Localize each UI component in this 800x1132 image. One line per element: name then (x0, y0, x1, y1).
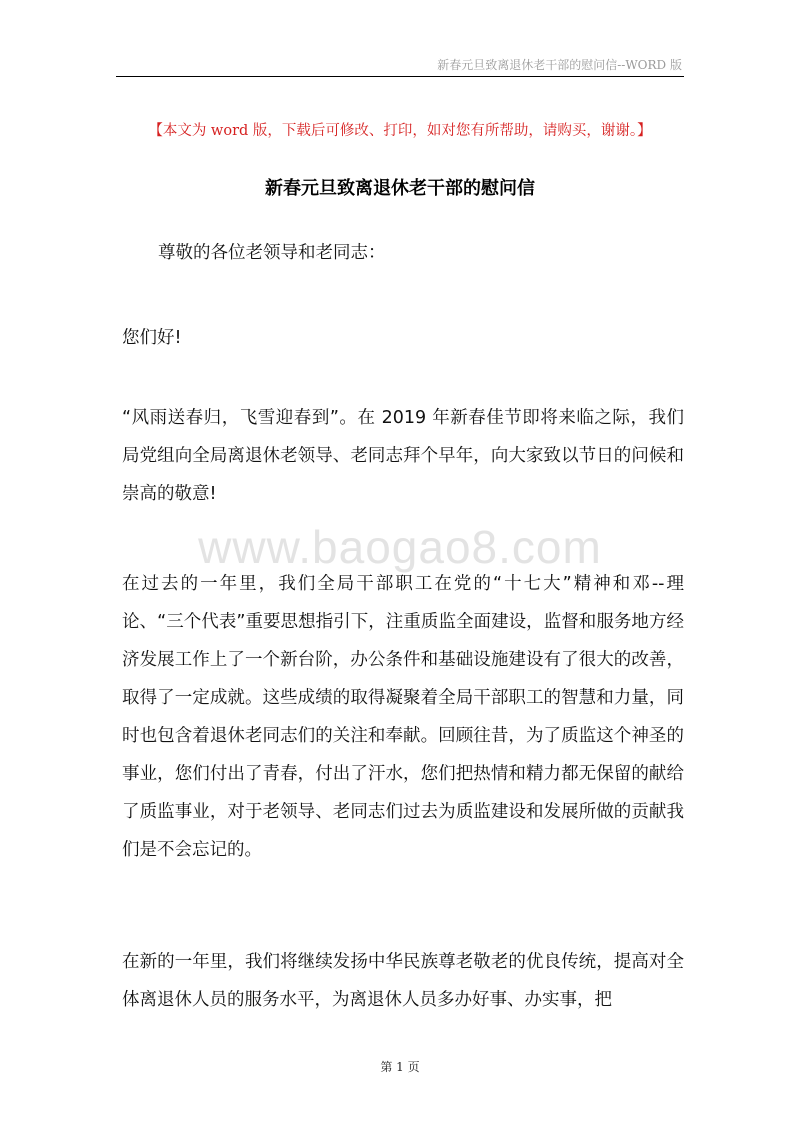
document-title: 新春元旦致离退休老干部的慰问信 (265, 178, 535, 199)
paragraph-1: “风雨送春归，飞雪迎春到”。在 2019 年新春佳节即将来临之际，我们局党组向全局离退休老领导、老同志拜个早年，向大家致以节日的问候和崇高的敬意! (122, 408, 684, 504)
paragraph-3: 在新的一年里，我们将继续发扬中华民族尊老敬老的优良传统，提高对全体离退休人员的服务水平，为离退休人员多办好事、办实事，把 (122, 952, 684, 1010)
header-title: 新春元旦致离退休老干部的慰问信--WORD 版 (437, 58, 682, 72)
page-header (116, 52, 684, 77)
watermark: www.baogao8.com (198, 521, 602, 573)
greeting: 您们好! (122, 328, 182, 348)
salutation: 尊敬的各位老领导和老同志： (158, 243, 386, 263)
page-number: 第 1 页 (380, 1060, 420, 1074)
paragraph-2: 在过去的一年里，我们全局干部职工在党的“十七大”精神和邓--理论、“三个代表”重要思想指引下，注重质监全面建设，监督和服务地方经济发展工作上了一个新台阶，办公条件和基础设施建设有了很大的改善，取得了一定成就。这些成绩的取得凝聚着全局干部职工的智慧和力量，同时也包含着退休老同志们的关注和奉献。回顾往昔，为了质监这个神圣的事业，您们付出了青春，付出了汗水，您们把热情和精力都无保留的献给了质监事业，对于老领导、老同志们过去为质监建设和发展所做的贡献我们是不会忘记的。 (122, 574, 684, 860)
download-notice: 【本文为 word 版，下载后可修改、打印，如对您有所帮助，请购买，谢谢。】 (148, 123, 652, 139)
